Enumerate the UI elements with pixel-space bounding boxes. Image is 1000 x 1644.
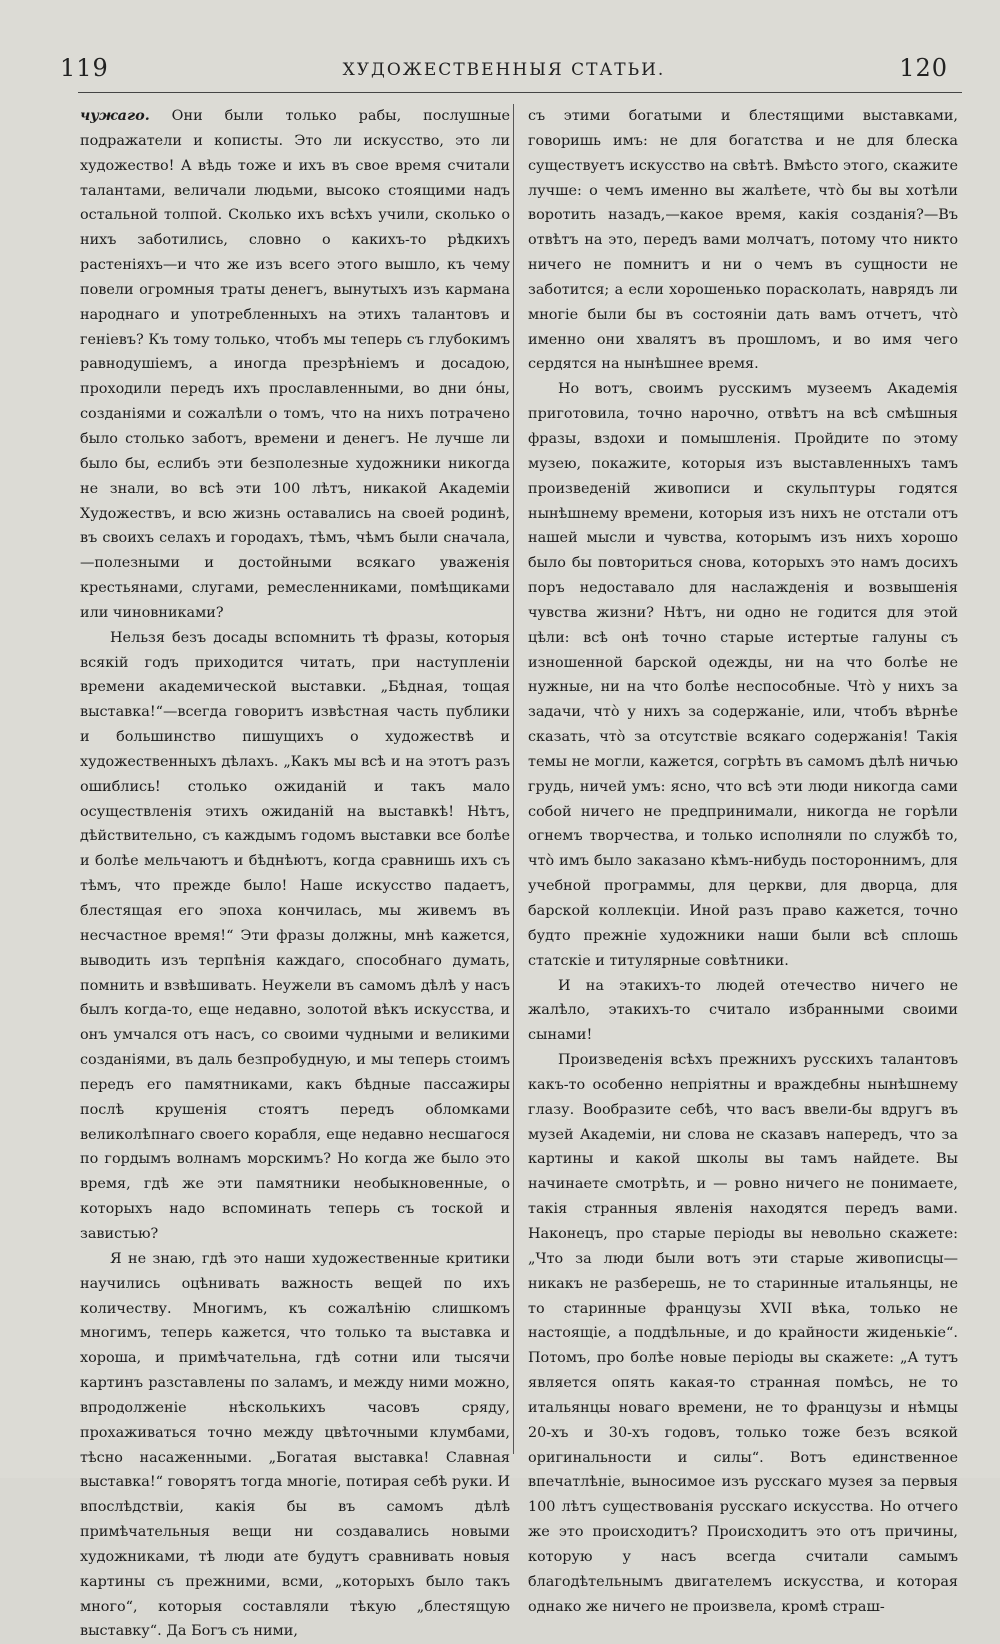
left-column <box>80 104 510 1644</box>
header-rule <box>78 92 962 93</box>
paragraph: Но вотъ, своимъ русскимъ музеемъ Академія приготовила, точно нарочно, отвѣтъ на всѣ смѣшныя фразы, вздохи и помышленія. Пройдите по этому музею, покажите, которыя изъ выставленныхъ тамъ произведеній живописи и скульптуры годятся нынѣшнему времени, которыя изъ нихъ не отстали отъ нашей мысли и чувства, которымъ изъ нихъ хорошо было бы повториться снова, которыхъ это намъ досихъ поръ недоставало для наслажденія и возвышенія чувства жизни? Нѣтъ, ни одно не годится для этой цѣли: всѣ онѣ точно старые истертые галуны съ изношенной барской одежды, ни на что болѣе не нужные, ни на что болѣе неспособные. Чтò у нихъ за задачи, чтò у нихъ за содержаніе, или, чтобъ вѣрнѣе сказать, чтò за отсутствіе всякаго содержанія! Такія темы не могли, кажется, согрѣть въ самомъ дѣлѣ ничью грудь, ничей умъ: ясно, что всѣ эти люди никогда сами собой ничего не предпринимали, никогда не горѣли огнемъ творчества, и только исполняли по службѣ то, чтò имъ было заказано кѣмъ-нибудь постороннимъ, для учебной программы, для церкви, для дворца, для барской коллекціи. Иной разъ право кажется, точно будто прежніе художники наши были всѣ сплошь статскіе и титулярные совѣтники. <box>528 381 959 969</box>
paragraph-text: Они были только рабы, послушные подражатели и кописты. Это ли искусство, это ли художество! А вѣдь тоже и ихъ въ свое время считали талантами, величали людьми, высоко стоящими надъ остальной толпой. Сколько ихъ всѣхъ учили, сколько о нихъ заботились, словно о какихъ-то рѣдкихъ растеніяхъ—и что же изъ всего этого вышло, къ чему повели огромныя траты денегъ, вынутыхъ изъ кармана народнаго и употребленныхъ на этихъ талантовъ и геніевъ? Къ тому только, чтобъ мы теперь съ глубокимъ равнодушіемъ, а иногда презрѣніемъ и досадою, проходили передъ ихъ прославленными, во дни óны, созданіями и сожалѣли о томъ, что на нихъ потрачено было столько заботъ, времени и денегъ. Не лучше ли было бы, еслибъ эти безполезные художники никогда не знали, во всѣ эти 100 лѣтъ, никакой Академіи Художествъ, и всю жизнь оставались на своей родинѣ, въ своихъ селахъ и городахъ, тѣмъ, чѣмъ были сначала,—полезными и достойными всякаго уваженія крестьянами, слугами, ремесленниками, помѣщиками или чиновниками? <box>80 108 510 621</box>
lead-word: чужаго. <box>80 107 150 124</box>
running-title: ХУДОЖЕСТВЕННЫЯ СТАТЬИ. <box>342 60 666 80</box>
paragraph: Произведенія всѣхъ прежнихъ русскихъ талантовъ какъ-то особенно непріятны и враждебны нынѣшнему глазу. Вообразите себѣ, что васъ ввели-бы вдругъ въ музей Академіи, ни слова не сказавъ напередъ, что за картины и какой школы вы тамъ найдете. Вы начинаете смотрѣть, и — ровно ничего не понимаете, такія странныя явленія находятся передъ вами. Наконецъ, про старые періоды вы невольно скажете: „Что за люди были вотъ эти старые живописцы—никакъ не разберешь, не то старинные итальянцы, не то старинные французы XVII вѣка, только не настоящіе, а поддѣльные, и до крайности жиденькіе“. Потомъ, про болѣе новые періоды вы скажете: „А тутъ является опять какая-то странная помѣсь, не то итальянцы новаго времени, не то французы и нѣмцы 20-хъ и 30-хъ годовъ, только тоже безъ всякой оригинальности и силы“. Вотъ единственное впечатлѣніе, выносимое изъ русскаго музея за первыя 100 лѣтъ существованія русскаго искусства. Но отчего же это происходитъ? Происходитъ это отъ причины, которую у насъ всегда считали самымъ благодѣтельнымъ двигателемъ искусства, и которая однако же ничего не произвела, кромѣ страш- <box>528 1052 958 1615</box>
paragraph: съ этими богатыми и блестящими выставками, говоришь имъ: не для богатства и не для блеска существуетъ искусство на свѣтѣ. Вмѣсто этого, скажите лучше: о чемъ именно вы жалѣете, чтò бы вы хотѣли воротить назадъ,—какое время, какія созданія?—Въ отвѣтъ на это, передъ вами молчатъ, потому что никто ничего не помнитъ и ни о чемъ въ сущности не заботится; а если хорошенько порасколать, наврядъ ли многіе были бы въ состояніи дать вамъ отчетъ, чтò именно они хвалятъ въ прошломъ, и во имя чего сердятся на нынѣшнее время. <box>528 108 958 373</box>
column-divider <box>513 104 514 1454</box>
paragraph: Я не знаю, гдѣ это наши художественные критики научились оцѣнивать важность вещей по ихъ количеству. Многимъ, къ сожалѣнію слишкомъ многимъ, теперь кажется, что только та выставка и хороша, и примѣчательна, гдѣ сотни или тысячи картинъ разставлены по заламъ, и между ними можно, впродолженіе нѣсколькихъ часовъ сряду, прохаживаться точно между цвѣточными клумбами, тѣсно насаженными. „Богатая выставка! Славная выставка!“ говорятъ тогда многіе, потирая себѣ руки. И впослѣдствіи, какія бы въ самомъ дѣлѣ примѣчательныя вещи ни создавались новыми художниками, тѣ люди ате будутъ сравнивать новыя картины съ прежними, всми, „которыхъ было такъ много“, которыя составляли тѣкую „блестящую выставку“. Да Богъ съ ними, <box>80 1250 510 1640</box>
paragraph <box>80 104 510 626</box>
paragraph: Нельзя безъ досады вспомнить тѣ фразы, которыя всякій годъ приходится читать, при наступленіи времени академической выставки. „Бѣдная, тощая выставка!“—всегда говоритъ извѣстная часть публики и большинство пишущихъ о художествѣ и художественныхъ дѣлахъ. „Какъ мы всѣ и на этотъ разъ ошиблись! столько ожиданій и такъ мало осуществленія этихъ ожиданій на выставкѣ! Нѣтъ, дѣйствительно, съ каждымъ годомъ выставки все болѣе и болѣе мельчаютъ и бѣднѣютъ, когда сравнишь ихъ съ тѣмъ, что прежде было! Наше искусство падаетъ, блестящая его эпоха кончилась, мы живемъ въ несчастное время!“ Эти фразы должны, мнѣ кажется, выводить изъ терпѣнія каждаго, способнаго думать, помнить и взвѣшивать. Неужели въ самомъ дѣлѣ у насъ былъ когда-то, еще недавно, золотой вѣкъ искусства, и онъ умчался отъ насъ, со своими чудными и великими созданіями, въ даль безпробудную, и мы теперь стоимъ передъ его памятниками, какъ бѣдные пассажиры послѣ крушенія стоятъ передъ обломками великолѣпнаго своего корабля, еще недавно несшагося по гордымъ волнамъ морскимъ? Но когда же было это время, гдѣ же эти памятники необыкновенные, о которыхъ надо вспоминать теперь съ тоской и завистью? <box>80 629 510 1242</box>
page-number-right: 120 <box>899 54 948 82</box>
paragraph: И на этакихъ-то людей отечество ничего не жалѣло, этакихъ-то считало избранными своими сынами! <box>528 977 958 1044</box>
running-header <box>60 54 948 88</box>
right-column <box>528 104 958 1619</box>
page-number-left: 119 <box>60 54 109 82</box>
